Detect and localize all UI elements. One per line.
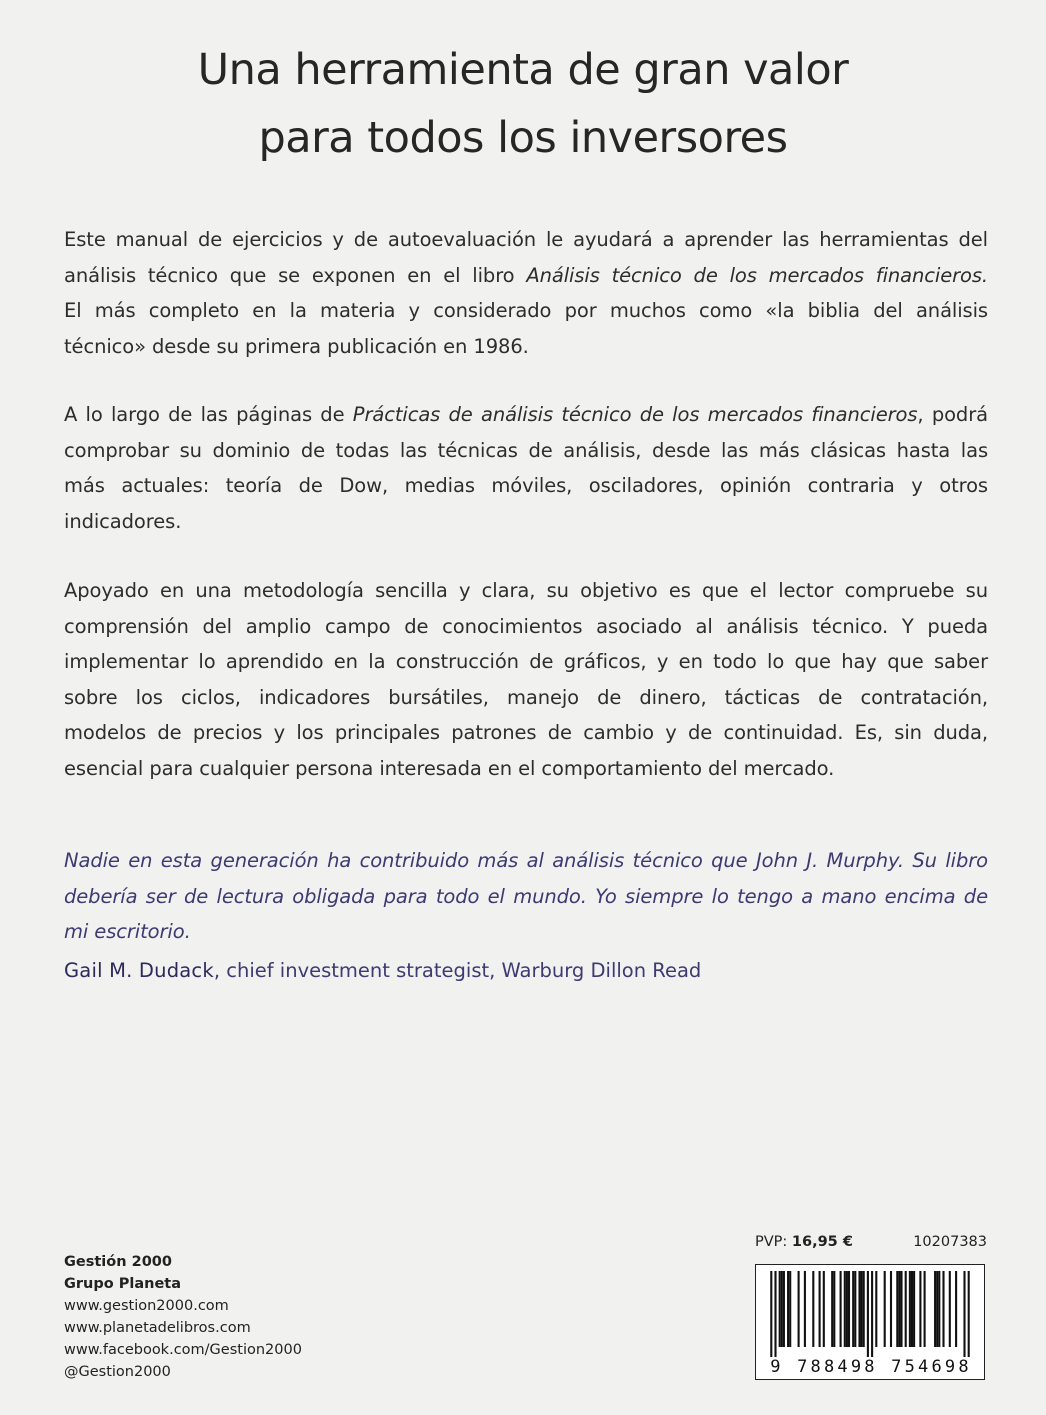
paragraph-2-line-1 xyxy=(64,397,988,433)
paragraph-3-line-1: Apoyado en una metodología sencilla y clara, su objetivo es que el lector compruebe su xyxy=(64,579,988,602)
barcode-bar xyxy=(890,1271,892,1347)
barcode-bar xyxy=(936,1271,938,1347)
barcode-bar xyxy=(770,1271,772,1357)
barcode-bar xyxy=(840,1271,842,1347)
facebook-link: www.facebook.com/Gestion2000 xyxy=(64,1342,302,1358)
barcode-bar xyxy=(774,1271,776,1357)
barcode-bar xyxy=(949,1271,951,1347)
paragraph-2-line-2: comprobar su dominio de todas las técnicas de análisis, desde las más clásicas hasta las xyxy=(64,438,988,462)
publisher-group: Grupo Planeta xyxy=(64,1276,182,1292)
barcode-bar xyxy=(854,1271,856,1347)
barcode-bar xyxy=(871,1271,873,1357)
quote-line-2: debería ser de lectura obligada para todo el mundo. Yo siempre lo tengo a mano encima de xyxy=(64,884,988,908)
barcode-bar xyxy=(875,1271,877,1347)
barcode-bar xyxy=(852,1271,854,1347)
barcode-bar xyxy=(905,1271,907,1347)
barcode-bar xyxy=(798,1271,800,1347)
quote-line-3: mi escritorio. xyxy=(64,920,191,943)
paragraph-3-line-6: esencial para cualquier persona interesada en el comportamiento del mercado. xyxy=(64,756,835,780)
barcode-bar xyxy=(844,1271,846,1347)
paragraph-2-line-4: indicadores. xyxy=(64,509,182,533)
paragraph-3-line-3: implementar lo aprendido en la construcción de gráficos, y en todo lo que hay que saber xyxy=(64,650,988,673)
barcode-bar xyxy=(900,1271,902,1347)
barcode-bar xyxy=(963,1271,965,1357)
paragraph-1-line-2 xyxy=(64,258,988,294)
paragraph-2 xyxy=(64,397,988,539)
publisher-info xyxy=(64,1251,302,1383)
barcode-bar xyxy=(909,1271,911,1347)
barcode xyxy=(755,1264,985,1380)
barcode-bar xyxy=(789,1271,791,1347)
barcode-digits: 9 788498 754698 xyxy=(770,1357,972,1377)
pvp-label: PVP: xyxy=(755,1234,792,1250)
barcode-bar xyxy=(934,1271,936,1347)
publisher-website: www.gestion2000.com xyxy=(64,1298,229,1314)
barcode-bars xyxy=(756,1265,984,1357)
publisher-name: Gestión 2000 xyxy=(64,1254,172,1270)
planeta-website: www.planetadelibros.com xyxy=(64,1320,251,1336)
paragraph-3-line-5: modelos de precios y los principales patrones de cambio y de continuidad. Es, sin duda, xyxy=(64,721,988,744)
paragraph-3-line-4: sobre los ciclos, indicadores bursátiles, manejo de dinero, tácticas de contratación, xyxy=(64,685,988,709)
paragraph-1-line-1: Este manual de ejercicios y de autoevaluación le ayudará a aprender las herramientas del xyxy=(64,228,988,251)
barcode-bar xyxy=(823,1271,825,1347)
paragraph-2-line-3: más actuales: teoría de Dow, medias móviles, osciladores, opinión contraria y otros xyxy=(64,474,988,497)
barcode-bar xyxy=(833,1271,835,1347)
quote-author-role: , chief investment strategist, Warburg Dillon Read xyxy=(213,959,702,982)
product-code: 10207383 xyxy=(913,1234,987,1250)
headline xyxy=(0,36,1046,172)
quote-author: Gail M. Dudack xyxy=(64,959,214,982)
paragraph-1-line-3: El más completo en la materia y considerado por muchos como «la biblia del análisis xyxy=(64,299,988,322)
barcode-bar xyxy=(919,1271,921,1347)
paragraph-2-line-1-end: , podrá xyxy=(917,403,988,426)
barcode-bar xyxy=(846,1271,848,1347)
barcode-bar xyxy=(779,1271,781,1347)
book-title-analisis-tecnico: Análisis técnico de los mercados financieros. xyxy=(526,263,988,287)
headline-line-1: Una herramienta de gran valor xyxy=(197,45,849,95)
price-row xyxy=(755,1232,987,1256)
barcode-bar xyxy=(783,1271,785,1347)
barcode-bar xyxy=(781,1271,783,1347)
barcode-bar xyxy=(913,1271,915,1347)
barcode-bar xyxy=(819,1271,821,1347)
headline-line-2: para todos los inversores xyxy=(258,113,788,163)
price-barcode-block xyxy=(755,1232,987,1377)
paragraph-3-line-2: comprensión del amplio campo de conocimientos asociado al análisis técnico. Y pueda xyxy=(64,614,988,638)
paragraph-1-line-4: técnico» desde su primera publicación en 1986. xyxy=(64,334,529,358)
barcode-bar xyxy=(787,1271,789,1347)
barcode-bar xyxy=(804,1271,806,1347)
book-title-practicas: Prácticas de análisis técnico de los mercados financieros xyxy=(352,403,918,426)
paragraph-1 xyxy=(64,222,988,364)
quote-line-1: Nadie en esta generación ha contribuido más al análisis técnico que John J. Murphy. Su libro xyxy=(64,849,988,872)
barcode-bar xyxy=(848,1271,850,1347)
paragraph-2-line-1-text: A lo largo de las páginas de xyxy=(64,403,353,426)
barcode-bar xyxy=(924,1271,926,1347)
barcode-bar xyxy=(955,1271,957,1347)
barcode-bar xyxy=(911,1271,913,1347)
barcode-bar xyxy=(884,1271,886,1347)
paragraph-3 xyxy=(64,573,988,786)
barcode-bar xyxy=(898,1271,900,1347)
price-label xyxy=(755,1234,853,1250)
barcode-bar xyxy=(812,1271,814,1347)
barcode-bar xyxy=(831,1271,833,1347)
price-value: 16,95 € xyxy=(791,1234,853,1250)
paragraph-1-line-2-text: análisis técnico que se exponen en el libro xyxy=(64,263,527,287)
barcode-bar xyxy=(867,1271,869,1357)
barcode-bar xyxy=(896,1271,898,1347)
testimonial-quote xyxy=(64,843,988,950)
twitter-handle: @Gestion2000 xyxy=(64,1364,171,1380)
barcode-bar xyxy=(858,1271,860,1347)
quote-attribution xyxy=(64,953,701,988)
barcode-bar xyxy=(968,1271,970,1357)
barcode-bar xyxy=(938,1271,940,1347)
barcode-bar xyxy=(942,1271,944,1347)
barcode-bar xyxy=(863,1271,865,1347)
barcode-bar xyxy=(861,1271,863,1347)
